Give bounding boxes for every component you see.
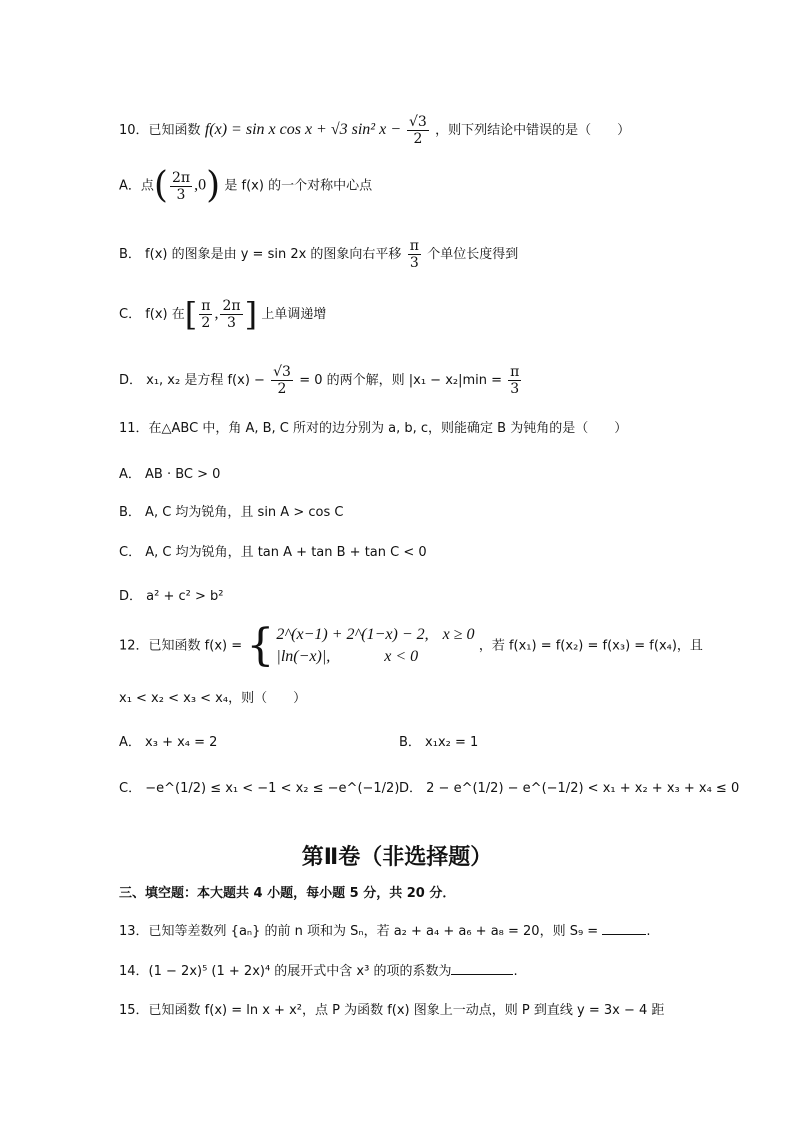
q10-b-frac-num: π xyxy=(409,238,419,254)
q10-d-frac-den: 2 xyxy=(277,381,287,397)
q11-c-text: C． A, C 均为锐角，且 tan A + tan B + tan C < 0 xyxy=(119,545,427,560)
q14-end: . xyxy=(513,964,518,979)
q10-stem-suffix: ，则下列结论中错误的是（ ） xyxy=(435,123,631,138)
q10-c-frac1 xyxy=(199,298,212,331)
q10-stem-frac-den: 2 xyxy=(413,131,423,147)
q10-stem-frac xyxy=(407,114,429,147)
q12-piecewise: { 2^(x−1) + 2^(1−x) − 2, x ≥ 0 |ln(−x)|, x < 0 xyxy=(246,620,475,671)
section-heading-text: 三、填空题：本大题共 4 小题，每小题 5 分，共 20 分． xyxy=(119,886,456,901)
q13-answer-blank[interactable] xyxy=(602,922,646,935)
q10-c-frac2-num: 2π xyxy=(222,298,241,314)
q10-stem-frac-num: √3 xyxy=(409,114,427,130)
q14-answer-blank[interactable] xyxy=(451,962,513,975)
q10-b-frac xyxy=(408,238,421,271)
q10-a-frac xyxy=(170,170,192,203)
q11-stem-text: 11．在△ABC 中，角 A, B, C 所对的边分别为 a, b, c，则能确定 B 为钝角的是（ ） xyxy=(119,421,628,436)
q12-case2-cond: x < 0 xyxy=(384,648,419,665)
q13-end: . xyxy=(646,924,651,939)
q10-a-after-frac: ,0 xyxy=(194,176,207,194)
q12-c-text: C． −e^(1/2) ≤ x₁ < −1 < x₂ ≤ −e^(−1/2) xyxy=(119,781,400,796)
q12-case1-cond: x ≥ 0 xyxy=(442,626,475,643)
q10-stem-func: f(x) = sin x cos x + √3 sin² x − xyxy=(204,121,405,138)
section-title: 第Ⅱ卷（非选择题） xyxy=(301,845,493,870)
q11-a-text: A． AB · BC > 0 xyxy=(119,467,221,482)
q10-d-frac-num: √3 xyxy=(273,364,291,380)
q12-stem-line2-text: x₁ < x₂ < x₃ < x₄，则（ ） xyxy=(119,691,307,706)
q10-c-suffix: 上单调递增 xyxy=(261,307,327,322)
q12-stem-prefix: 12．已知函数 f(x) = xyxy=(119,638,243,654)
q10-c-frac1-den: 2 xyxy=(201,315,211,331)
q10-d-mid: = 0 的两个解，则 |x₁ − x₂|min = xyxy=(299,373,507,388)
q10-d-frac2-den: 3 xyxy=(510,381,520,397)
q12-stem-suffix: ，若 f(x₁) = f(x₂) = f(x₃) = f(x₄)，且 xyxy=(478,638,703,654)
q11-b-text: B． A, C 均为锐角，且 sin A > cos C xyxy=(119,505,344,520)
q10-b-frac-den: 3 xyxy=(409,255,419,271)
q12-a-text: A． x₃ + x₄ = 2 xyxy=(119,735,218,750)
q10-stem-prefix: 10．已知函数 xyxy=(119,123,201,138)
q10-d-frac2-num: π xyxy=(510,364,520,380)
q10-c-frac2-den: 3 xyxy=(227,315,236,331)
q10-b-text: B． f(x) 的图象是由 y = sin 2x 的图象向右平移 xyxy=(119,247,402,262)
q10-b-suffix: 个单位长度得到 xyxy=(427,247,519,262)
q12-d-text: D． 2 − e^(1/2) − e^(−1/2) < x₁ + x₂ + x₃ + x₄ ≤ 0 xyxy=(399,781,740,796)
q10-a-frac-num: 2π xyxy=(171,169,191,186)
q12-b-text: B． x₁x₂ = 1 xyxy=(399,735,479,750)
q15-text: 15．已知函数 f(x) = ln x + x²，点 P 为函数 f(x) 图象上一动点，则 P 到直线 y = 3x − 4 距 xyxy=(119,1003,665,1018)
q12-case2: |ln(−x)|, xyxy=(276,648,331,665)
q10-a-frac-den: 3 xyxy=(176,186,186,203)
q12-case1: 2^(x−1) + 2^(1−x) − 2, xyxy=(276,626,429,643)
q10-c-prefix: C． f(x) 在 xyxy=(119,307,185,322)
q11-d-text: D． a² + c² > b² xyxy=(119,589,224,604)
q10-c-frac2 xyxy=(220,298,242,331)
q10-d-frac xyxy=(271,364,293,397)
q10-a-prefix: A．点 xyxy=(119,178,154,194)
q13-text: 13．已知等差数列 {aₙ} 的前 n 项和为 Sₙ，若 a₂ + a₄ + a₆ + a₈ = 20，则 S₉ = xyxy=(119,924,603,939)
q10-d-prefix: D． x₁, x₂ 是方程 f(x) − xyxy=(119,373,270,388)
q10-c-frac1-num: π xyxy=(201,298,211,314)
q10-a-suffix: 是 f(x) 的一个对称中心点 xyxy=(224,178,373,194)
q14-text: 14．(1 − 2x)⁵ (1 + 2x)⁴ 的展开式中含 x³ 的项的系数为 xyxy=(119,964,452,979)
q10-d-frac2 xyxy=(508,364,521,397)
